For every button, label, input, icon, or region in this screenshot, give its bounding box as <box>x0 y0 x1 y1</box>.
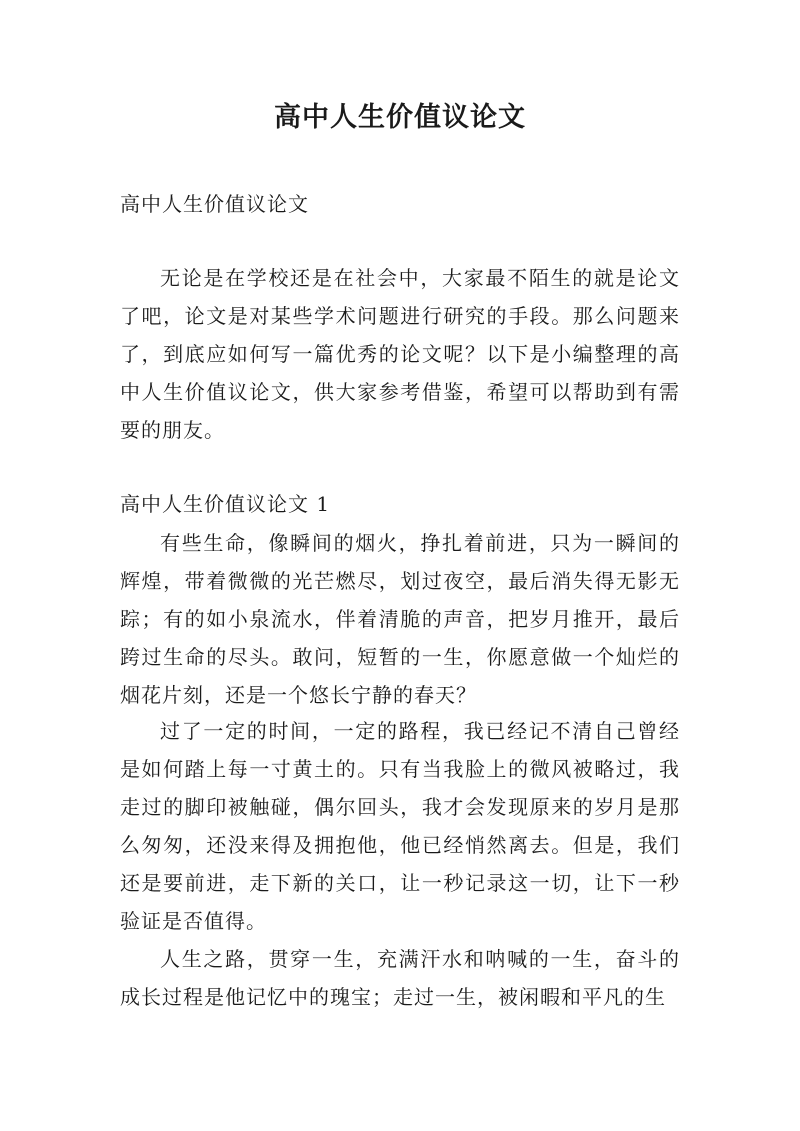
intro-paragraph: 无论是在学校还是在社会中，大家最不陌生的就是论文了吧，论文是对某些学术问题进行研究的手段。那么问题来了，到底应如何写一篇优秀的论文呢？以下是小编整理的高中人生价值议论文，供大家参考借鉴，希望可以帮助到有需要的朋友。 <box>120 266 680 442</box>
body-paragraph: 有些生命，像瞬间的烟火，挣扎着前进，只为一瞬间的辉煌，带着微微的光芒燃尽，划过夜空，最后消失得无影无踪；有的如小泉流水，伴着清脆的声音，把岁月推开，最后跨过生命的尽头。敢问，短暂的一生，你愿意做一个灿烂的烟花片刻，还是一个悠长宁静的春天？ <box>120 531 680 707</box>
document-title: 高中人生价值议论文 <box>274 102 526 133</box>
body-paragraph: 过了一定的时间，一定的路程，我已经记不清自己曾经是如何踏上每一寸黄土的。只有当我脸上的微风被略过，我走过的脚印被触碰，偶尔回头，我才会发现原来的岁月是那么匆匆，还没来得及拥抱他，他已经悄然离去。但是，我们还是要前进，走下新的关口，让一秒记录这一切，让下一秒验证是否值得。 <box>120 719 680 933</box>
document-subtitle: 高中人生价值议论文 <box>120 192 309 216</box>
body-paragraph: 人生之路，贯穿一生，充满汗水和呐喊的一生，奋斗的成长过程是他记忆中的瑰宝；走过一生，被闲暇和平凡的生 <box>120 947 680 1009</box>
section-heading: 高中人生价值议论文 1 <box>120 492 331 516</box>
